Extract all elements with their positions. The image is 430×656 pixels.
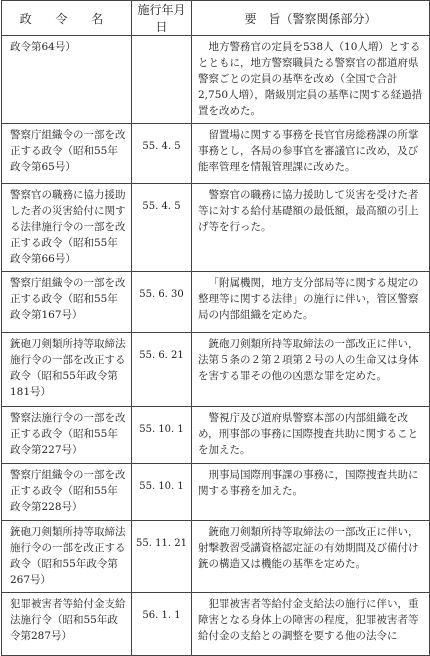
ordinance-name: 警察法施行令の一部を改正する政令（昭和55年政令第227号） — [10, 412, 126, 456]
effective-date: 55. 6. 21 — [139, 350, 184, 361]
ordinance-name: 政令第64号） — [10, 41, 76, 53]
effective-date: 56. 1. 1 — [142, 610, 181, 621]
table-row — [2, 593, 430, 656]
effective-date: 55. 11. 21 — [136, 538, 187, 549]
table-row — [2, 36, 430, 124]
ordinance-summary: 刑事局国際刑事課の事務に，国際捜査共助に関する事務を加えた。 — [198, 469, 419, 497]
ordinance-name: 警察庁組織令の一部を改正する政令（昭和55年政令第65号） — [10, 129, 126, 173]
table-row — [2, 464, 430, 521]
column-header-summary: 要 旨（警察関係部分） — [192, 1, 430, 36]
table-row — [2, 333, 430, 407]
effective-date: 55. 10. 1 — [139, 481, 184, 492]
table-row — [2, 184, 430, 272]
effective-date: 55. 4. 5 — [142, 201, 181, 212]
ordinance-summary: 留置場に関する事務を長官官房総務課の所掌事務とし，各局の参事官を審議官に改め，及び能率管理を情報管理課に改めた。 — [198, 129, 419, 173]
ordinance-summary: 「附属機関，地方支分部局等に関する規定の整理等に関する法律」の施行に伴い，管区警察局の内部組織を定めた。 — [198, 277, 419, 321]
ordinance-table — [1, 0, 430, 656]
effective-date — [132, 48, 191, 51]
table-header-row — [2, 1, 430, 36]
ordinance-summary: 犯罪被害者等給付金支給法の施行に伴い，重障害となる身体上の障害の程度，犯罪被害者等給付金の支給との調整を要する他の法令に — [198, 598, 419, 642]
ordinance-name: 警察庁組織令の一部を改正する政令（昭和55年政令第228号） — [10, 469, 126, 513]
ordinance-summary: 警視庁及び道府県警察本部の内部組織を改め，刑事部の事務に国際捜査共助に関することを加えた。 — [198, 412, 419, 456]
effective-date: 55. 6. 30 — [139, 289, 184, 300]
table-row — [2, 272, 430, 333]
ordinance-summary: 銃砲刀剣類所持等取締法の一部改正に伴い，射撃教習受講資格認定証の有効期間及び備付け銃の構造又は機能の基準を定めた。 — [198, 526, 419, 570]
table-row — [2, 407, 430, 464]
ordinance-summary: 銃砲刀剣類所持等取締法の一部改正に伴い，法第５条の２第２項第２号の人の生命又は身体を害する罪その他の凶悪な罪を定めた。 — [198, 338, 419, 382]
ordinance-name: 銃砲刀剣類所持等取締法施行令の一部を改正する政令（昭和55年政令第181号） — [10, 338, 126, 398]
column-header-date: 施行年月日 — [132, 1, 192, 36]
effective-date: 55. 4. 5 — [142, 141, 181, 152]
column-header-name: 政 令 名 — [2, 1, 132, 36]
effective-date: 55. 10. 1 — [139, 424, 184, 435]
ordinance-name: 犯罪被害者等給付金支給法施行令（昭和55年政令第287号） — [10, 598, 126, 642]
table-row — [2, 521, 430, 593]
ordinance-summary: 地方警務官の定員を538人（10人増）とするとともに，地方警察職員たる警察官の都道府県警察ごとの定員の基準を改め（全国で合計2,750人増），階級別定員の基準に関する経過措置を改めた。 — [198, 41, 423, 117]
table-row — [2, 124, 430, 184]
ordinance-summary: 警察官の職務に協力援助して災害を受けた者等に対する給付基礎額の最低額，最高額の引上げ等を行った。 — [198, 189, 419, 233]
ordinance-name: 銃砲刀剣類所持等取締法施行令の一部を改正する政令（昭和55年政令第267号） — [10, 526, 126, 586]
ordinance-name: 警察官の職務に協力援助した者の災害給付に関する法律施行令の一部を改正する政令（昭和55年政令第66号） — [10, 189, 126, 265]
ordinance-name: 警察庁組織令の一部を改正する政令（昭和55年政令第167号） — [10, 277, 126, 321]
